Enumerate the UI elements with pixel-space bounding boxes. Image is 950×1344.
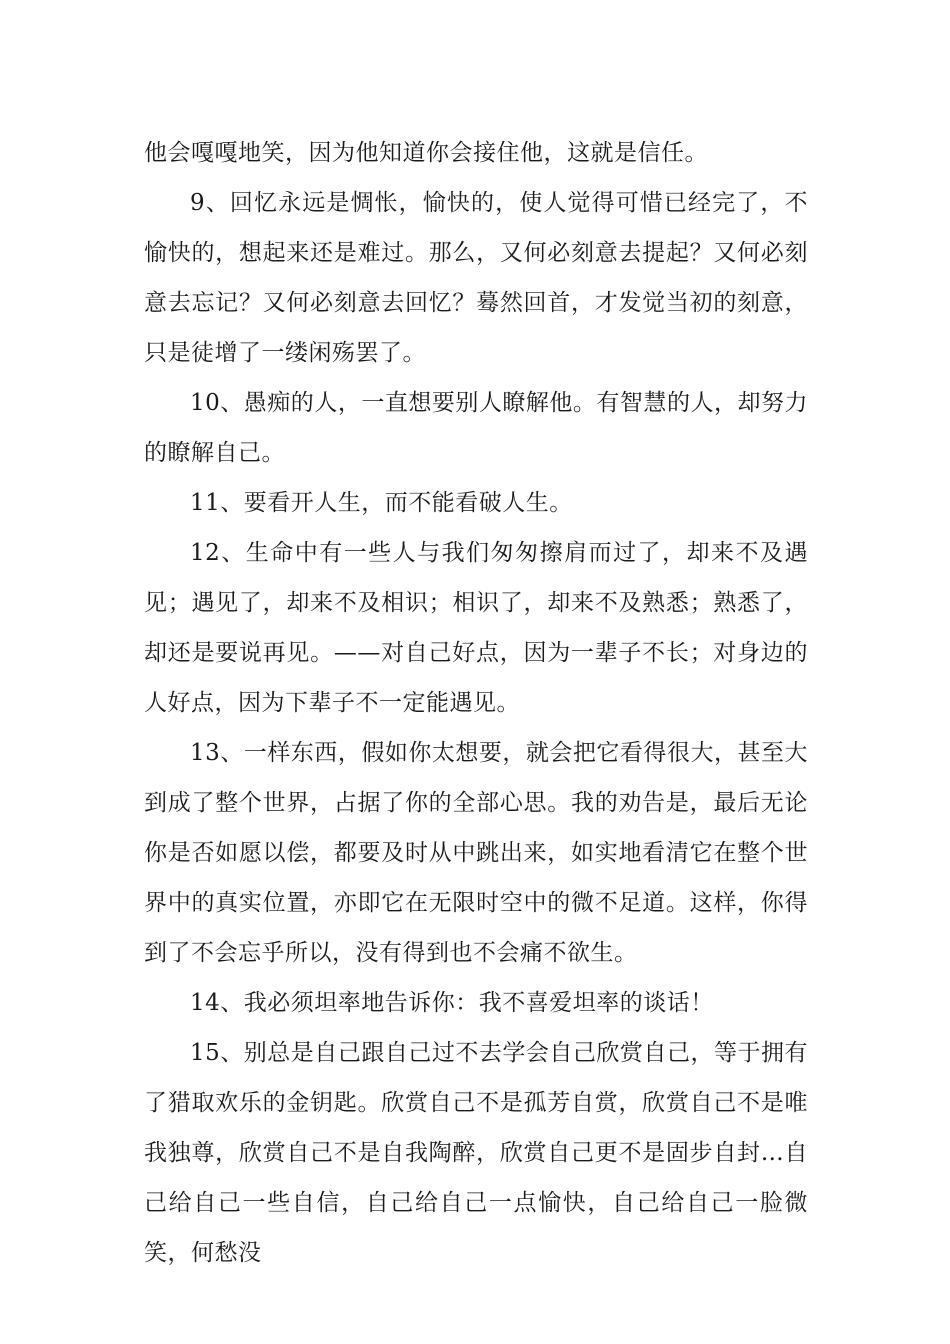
paragraph-item-14: 14、我必须坦率地告诉你：我不喜爱坦率的谈话！ — [190, 990, 714, 1016]
paragraph-item-13: 13、一样东西，假如你太想要，就会把它看得很大，甚至大到成了整个世界，占据了你的全部心思。我的劝告是，最后无论你是否如愿以偿，都要及时从中跳出来，如实地看清它在整个世界中的真实位置，亦即它在无限时空中的微不足道。这样，你得到了不会忘乎所以，没有得到也不会痛不欲生。 — [144, 740, 808, 966]
paragraph-item-9: 9、回忆永远是惆怅，愉快的，使人觉得可惜已经完了，不愉快的，想起来还是难过。那么，又何必刻意去提起？又何必刻意去忘记？又何必刻意去回忆？蓦然回首，才发觉当初的刻意，只是徒增了一缕闲殇罢了。 — [144, 190, 808, 366]
paragraph-item-12: 12、生命中有一些人与我们匆匆擦肩而过了，却来不及遇见；遇见了，却来不及相识；相识了，却来不及熟悉；熟悉了，却还是要说再见。——对自己好点，因为一辈子不长；对身边的人好点，因为下辈子不一定能遇见。 — [144, 540, 808, 716]
paragraph-item-11: 11、要看开人生，而不能看破人生。 — [190, 490, 573, 516]
paragraph-item-15: 15、别总是自己跟自己过不去学会自己欣赏自己，等于拥有了猎取欢乐的金钥匙。欣赏自己不是孤芳自赏，欣赏自己不是唯我独尊，欣赏自己不是自我陶醉，欣赏自己更不是固步自封…自己给自己一些自信，自己给自己一点愉快，自己给自己一脸微笑，何愁没 — [144, 1040, 808, 1266]
paragraph-continuation: 他会嘎嘎地笑，因为他知道你会接住他，这就是信任。 — [144, 140, 708, 166]
paragraph-item-10: 10、愚痴的人，一直想要别人瞭解他。有智慧的人，却努力的瞭解自己。 — [144, 390, 808, 466]
document-body — [144, 128, 808, 1278]
